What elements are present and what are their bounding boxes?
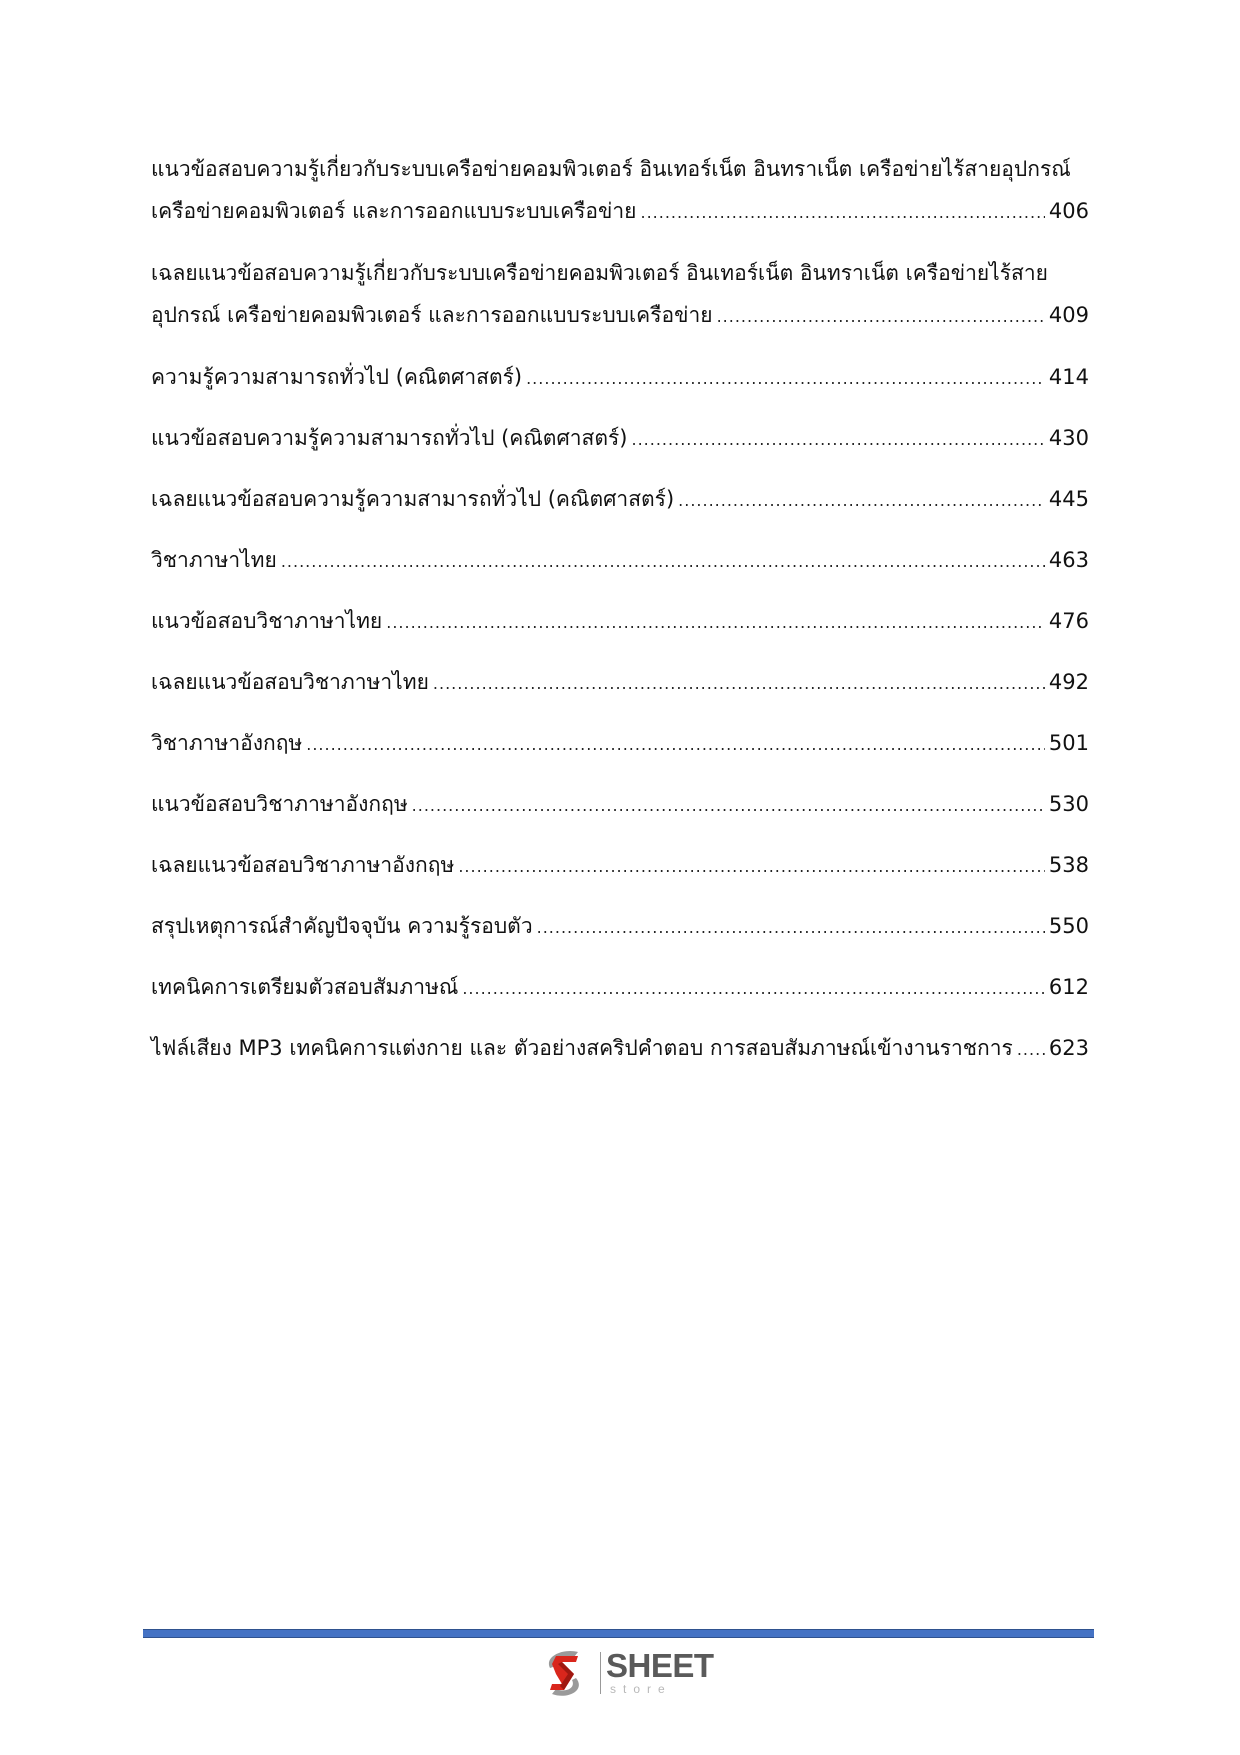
toc-page-number: 550 [1048, 914, 1089, 938]
dot-leader [462, 968, 1045, 1010]
toc-page-number: 445 [1048, 487, 1089, 511]
toc-entry[interactable] [151, 1027, 1089, 1069]
dot-leader [386, 602, 1045, 644]
toc-entry-title: เครือข่ายคอมพิวเตอร์ และการออกแบบระบบเครือข่าย [151, 199, 637, 223]
toc-entry-title: ความรู้ความสามารถทั่วไป (คณิตศาสตร์) [151, 365, 523, 389]
toc-entry-title: แนวข้อสอบวิชาภาษาอังกฤษ [151, 792, 408, 816]
toc-entry-title: แนวข้อสอบความรู้เกี่ยวกับระบบเครือข่ายคอมพิวเตอร์ อินเทอร์เน็ต อินทราเน็ต เครือข่ายไร้สายอุปกรณ์ [151, 157, 1071, 181]
dot-leader [537, 907, 1045, 949]
logo-divider [600, 1652, 601, 1694]
toc-entry[interactable] [151, 661, 1089, 703]
toc-entry-title: เฉลยแนวข้อสอบความรู้ความสามารถทั่วไป (คณิตศาสตร์) [151, 487, 675, 511]
toc-entry-title: แนวข้อสอบวิชาภาษาไทย [151, 609, 383, 633]
toc-page-number: 530 [1048, 792, 1089, 816]
dot-leader [412, 785, 1045, 827]
toc-page-number: 414 [1048, 365, 1089, 389]
toc-entry-title: อุปกรณ์ เครือข่ายคอมพิวเตอร์ และการออกแบบระบบเครือข่าย [151, 303, 713, 327]
footer-rule [143, 1629, 1094, 1638]
toc-entry[interactable] [151, 722, 1089, 764]
dot-leader [306, 724, 1045, 766]
toc-entry-title: เฉลยแนวข้อสอบวิชาภาษาอังกฤษ [151, 853, 455, 877]
logo-brand-text: SHEET [606, 1647, 714, 1684]
toc-page-number: 492 [1048, 670, 1089, 694]
dot-leader [678, 480, 1045, 522]
toc-page-number: 538 [1048, 853, 1089, 877]
toc-entry[interactable] [151, 844, 1089, 886]
toc-page-number: 501 [1048, 731, 1089, 755]
toc-page-number: 623 [1048, 1036, 1089, 1060]
toc-page-number: 406 [1048, 199, 1089, 223]
toc-entry[interactable] [151, 600, 1089, 642]
toc-page-number: 476 [1048, 609, 1089, 633]
sheetstore-s-logo-icon [542, 1648, 590, 1698]
toc-page-number: 409 [1048, 303, 1089, 327]
toc-entry-title: เฉลยแนวข้อสอบวิชาภาษาไทย [151, 670, 429, 694]
dot-leader [717, 296, 1045, 338]
toc-entry[interactable] [151, 905, 1089, 947]
toc-entry-title: เฉลยแนวข้อสอบความรู้เกี่ยวกับระบบเครือข่ายคอมพิวเตอร์ อินเทอร์เน็ต อินทราเน็ต เครือข่ายไร้สาย [151, 261, 1048, 285]
dot-leader [526, 358, 1045, 400]
dot-leader [433, 663, 1045, 705]
toc-entry[interactable] [151, 417, 1089, 459]
toc-page-number: 612 [1048, 975, 1089, 999]
toc-entry[interactable] [151, 539, 1089, 581]
dot-leader [640, 192, 1044, 234]
toc-entry-title: เทคนิคการเตรียมตัวสอบสัมภาษณ์ [151, 975, 459, 999]
toc-entry-title: วิชาภาษาไทย [151, 548, 277, 572]
sheetstore-logo [540, 1646, 720, 1700]
toc-page-number: 430 [1048, 426, 1089, 450]
toc-entry[interactable] [151, 252, 1089, 336]
toc-page-number: 463 [1048, 548, 1089, 572]
dot-leader [632, 419, 1045, 461]
toc-entry-title: สรุปเหตุการณ์สำคัญปัจจุบัน ความรู้รอบตัว [151, 914, 533, 938]
toc-entry[interactable] [151, 356, 1089, 398]
toc-entry[interactable] [151, 783, 1089, 825]
toc-entry-title: ไฟล์เสียง MP3 เทคนิคการแต่งกาย และ ตัวอย่างสคริปคำตอบ การสอบสัมภาษณ์เข้างานราชการ [151, 1036, 1013, 1060]
dot-leader [458, 846, 1045, 888]
toc-entry-title: วิชาภาษาอังกฤษ [151, 731, 303, 755]
toc-entry[interactable] [151, 148, 1089, 232]
toc-entry-title: แนวข้อสอบความรู้ความสามารถทั่วไป (คณิตศาสตร์) [151, 426, 628, 450]
toc-entry[interactable] [151, 966, 1089, 1008]
dot-leader [1017, 1029, 1045, 1071]
logo-sub-text: store [610, 1682, 672, 1696]
dot-leader [281, 541, 1045, 583]
toc-entry[interactable] [151, 478, 1089, 520]
